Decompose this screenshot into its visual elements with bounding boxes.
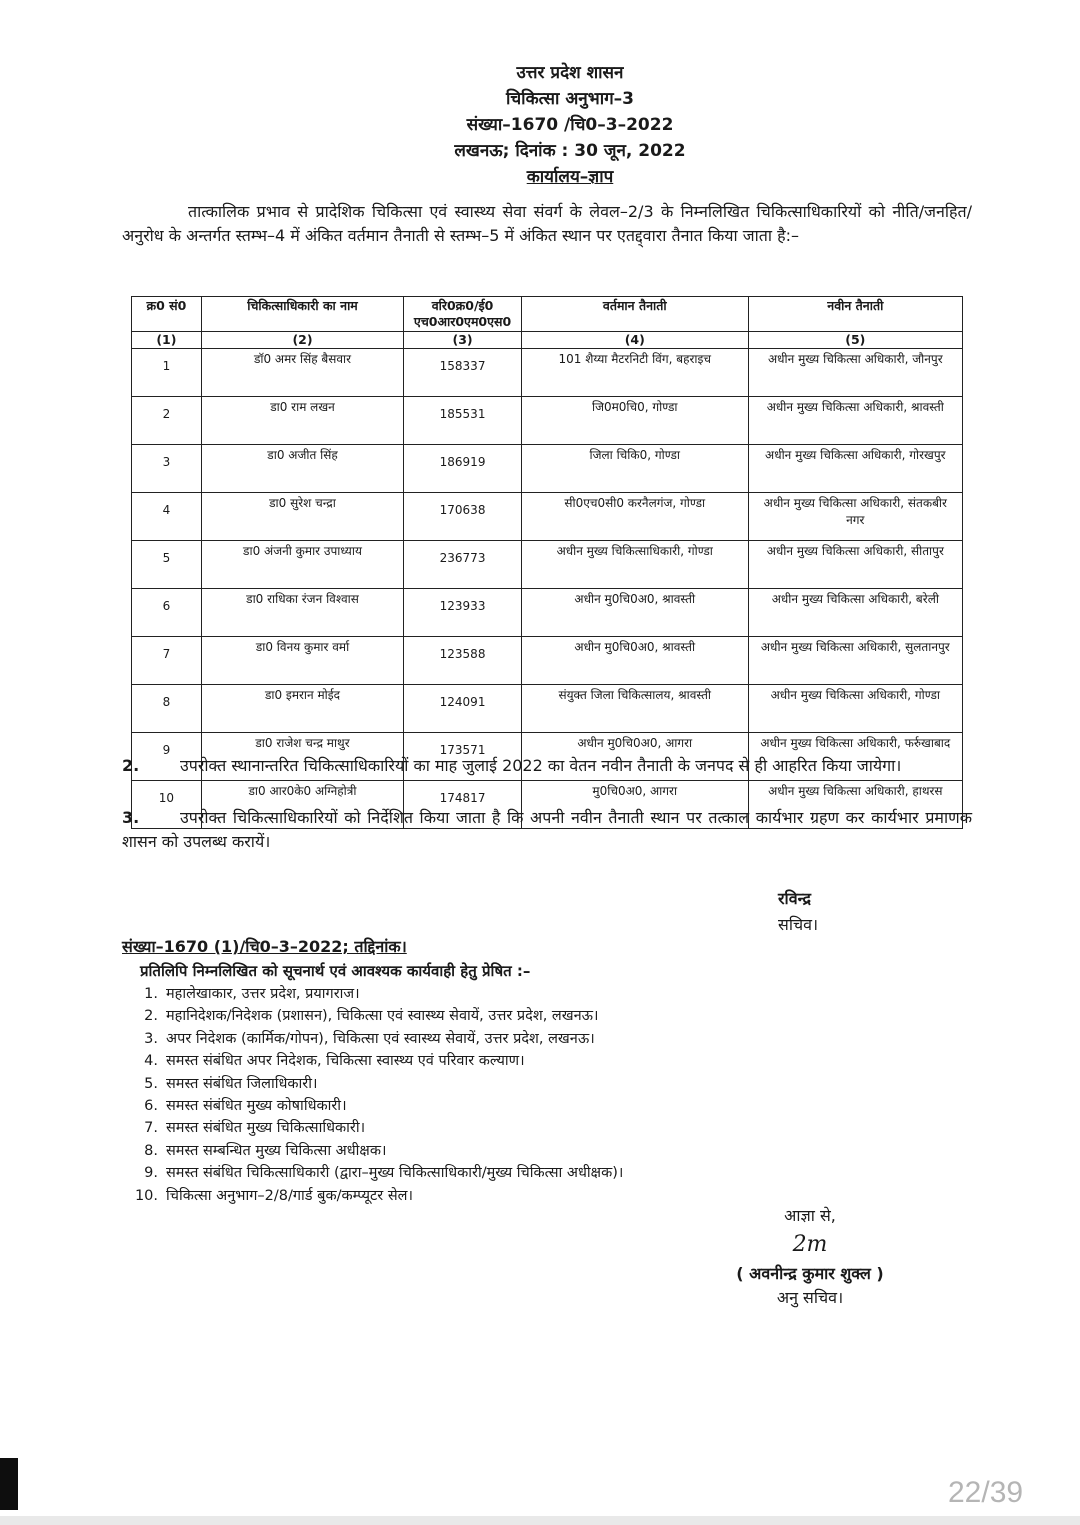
cell-new: अधीन मुख्य चिकित्सा अधिकारी, गोण्डा xyxy=(748,685,962,733)
cell-name: डा0 विनय कुमार वर्मा xyxy=(201,637,403,685)
left-edge-bar xyxy=(0,1458,18,1510)
col-num: (1) xyxy=(132,332,202,349)
signatory-designation: सचिव। xyxy=(778,915,819,934)
cell-name: डा0 आर0के0 अग्निहोत्री xyxy=(201,781,403,829)
cell-new: अधीन मुख्य चिकित्सा अधिकारी, हाथरस xyxy=(748,781,962,829)
cell-name: डा0 राम लखन xyxy=(201,397,403,445)
cell-new: अधीन मुख्य चिकित्सा अधिकारी, जौनपुर xyxy=(748,349,962,397)
cell-sn: 4 xyxy=(132,493,202,541)
section-title: चिकित्सा अनुभाग–3 xyxy=(505,89,634,109)
govt-title: उत्तर प्रदेश शासन xyxy=(516,63,624,83)
signatory-designation: अनु सचिव। xyxy=(776,1288,844,1307)
list-text: चिकित्सा अनुभाग–2/8/गार्ड बुक/कम्प्यूटर सेल। xyxy=(166,1187,413,1204)
cell-name: डा0 अजीत सिंह xyxy=(201,445,403,493)
col-num: (3) xyxy=(404,332,522,349)
cell-name: डा0 राजेश चन्द्र माथुर xyxy=(201,733,403,781)
cell-current: अधीन मु0चि0अ0, श्रावस्ती xyxy=(521,637,748,685)
list-item xyxy=(122,1162,623,1184)
cell-sn: 9 xyxy=(132,733,202,781)
cell-name: डॉ0 अमर सिंह बैसवार xyxy=(201,349,403,397)
cell-sn: 2 xyxy=(132,397,202,445)
header-name: चिकित्साधिकारी का नाम xyxy=(201,297,403,332)
bottom-edge-bar xyxy=(0,1516,1080,1525)
order-date: लखनऊ; दिनांक : 30 जून, 2022 xyxy=(454,141,686,161)
paragraph-number: 3. xyxy=(122,808,140,827)
cell-current: जिला चिकि0, गोण्डा xyxy=(521,445,748,493)
cell-current: अधीन मु0चि0अ0, आगरा xyxy=(521,733,748,781)
list-number: 6. xyxy=(144,1098,158,1115)
list-item xyxy=(122,1117,623,1139)
cell-sn: 6 xyxy=(132,589,202,637)
cell-new: अधीन मुख्य चिकित्सा अधिकारी, गोरखपुर xyxy=(748,445,962,493)
list-number: 5. xyxy=(144,1075,158,1092)
cell-id: 186919 xyxy=(404,445,522,493)
cell-current: मु0चि0अ0, आगरा xyxy=(521,781,748,829)
cell-new: अधीन मुख्य चिकित्सा अधिकारी, सीतापुर xyxy=(748,541,962,589)
list-text: महालेखाकार, उत्तर प्रदेश, प्रयागराज। xyxy=(166,986,360,1002)
page-indicator: 22/39 xyxy=(948,1476,1024,1509)
signature-block-secretary xyxy=(778,886,818,938)
list-text: समस्त संबंधित अपर निदेशक, चिकित्सा स्वास्थ्य एवं परिवार कल्याण। xyxy=(166,1053,525,1070)
cell-new: अधीन मुख्य चिकित्सा अधिकारी, बरेली xyxy=(748,589,962,637)
cell-new: अधीन मुख्य चिकित्सा अधिकारी, श्रावस्ती xyxy=(748,397,962,445)
cell-id: 158337 xyxy=(404,349,522,397)
cell-name: डा0 अंजनी कुमार उपाध्याय xyxy=(201,541,403,589)
cell-current: 101 शैय्या मैटरनिटी विंग, बहराइच xyxy=(521,349,748,397)
memo-title: कार्यालय–ज्ञाप xyxy=(526,167,614,187)
list-text: महानिदेशक/निदेशक (प्रशासन), चिकित्सा एवं स्वास्थ्य सेवायें, उत्तर प्रदेश, लखनऊ। xyxy=(166,1008,599,1025)
list-number: 2. xyxy=(144,1008,158,1025)
cell-current: जि0म0चि0, गोण्डा xyxy=(521,397,748,445)
paragraph-2 xyxy=(122,754,972,778)
table-row xyxy=(132,685,963,733)
header-new: नवीन तैनाती xyxy=(748,297,962,332)
list-item xyxy=(122,1095,623,1117)
cell-new: अधीन मुख्य चिकित्सा अधिकारी, फर्रुखाबाद xyxy=(748,733,962,781)
cell-id: 124091 xyxy=(404,685,522,733)
cell-new: अधीन मुख्य चिकित्सा अधिकारी, संतकबीर नगर xyxy=(748,493,962,541)
cell-id: 174817 xyxy=(404,781,522,829)
table-row xyxy=(132,349,963,397)
cell-current: सी0एच0सी0 करनैलगंज, गोण्डा xyxy=(521,493,748,541)
reference-number: संख्या–1670 (1)/चि0–3–2022; तद्दिनांक। xyxy=(122,937,407,956)
cell-name: डा0 राधिका रंजन विश्वास xyxy=(201,589,403,637)
list-number: 9. xyxy=(144,1165,158,1182)
cell-sn: 10 xyxy=(132,781,202,829)
signatory-name: रविन्द्र xyxy=(778,889,812,908)
copy-list xyxy=(122,983,623,1207)
document-header xyxy=(0,60,1080,190)
list-text: समस्त सम्बन्धित मुख्य चिकित्सा अधीक्षक। xyxy=(166,1142,387,1159)
paragraph-number: 2. xyxy=(122,756,140,775)
cell-sn: 7 xyxy=(132,637,202,685)
list-item xyxy=(122,1050,623,1072)
cell-id: 123588 xyxy=(404,637,522,685)
cell-current: अधीन मुख्य चिकित्साधिकारी, गोण्डा xyxy=(521,541,748,589)
paragraph-text: उपरोक्त चिकित्साधिकारियों को निर्देशित किया जाता है कि अपनी नवीन तैनाती स्थान पर तत्काल कार्यभार ग्रहण कर कार्यभार प्रमाणक शासन को उपलब्ध करायें। xyxy=(122,808,972,851)
list-number: 1. xyxy=(144,986,158,1002)
list-text: समस्त संबंधित मुख्य चिकित्साधिकारी। xyxy=(166,1120,366,1137)
list-number: 10. xyxy=(134,1187,158,1204)
cell-sn: 1 xyxy=(132,349,202,397)
list-item xyxy=(122,1073,623,1095)
cell-sn: 5 xyxy=(132,541,202,589)
header-current: वर्तमान तैनाती xyxy=(521,297,748,332)
column-number-row xyxy=(132,332,963,349)
list-number: 3. xyxy=(144,1030,158,1047)
posting-table xyxy=(131,296,963,829)
signature-block-under-secretary xyxy=(700,1204,920,1310)
by-order-text: आज्ञा से, xyxy=(784,1206,836,1225)
paragraph-3 xyxy=(122,806,972,854)
header-sn: क्र0 सं0 xyxy=(132,297,202,332)
cell-id: 185531 xyxy=(404,397,522,445)
table-row xyxy=(132,493,963,541)
col-num: (2) xyxy=(201,332,403,349)
copy-heading: प्रतिलिपि निम्नलिखित को सूचनार्थ एवं आवश्यक कार्यवाही हेतु प्रेषित :– xyxy=(140,962,531,980)
list-text: समस्त संबंधित मुख्य कोषाधिकारी। xyxy=(166,1098,347,1115)
list-number: 4. xyxy=(144,1053,158,1070)
cell-id: 123933 xyxy=(404,589,522,637)
table-row xyxy=(132,397,963,445)
cell-name: डा0 सुरेश चन्द्रा xyxy=(201,493,403,541)
list-item xyxy=(122,1185,623,1207)
cell-current: संयुक्त जिला चिकित्सालय, श्रावस्ती xyxy=(521,685,748,733)
col-num: (5) xyxy=(748,332,962,349)
col-num: (4) xyxy=(521,332,748,349)
cell-id: 236773 xyxy=(404,541,522,589)
paragraph-text: उपरोक्त स्थानान्तरित चिकित्साधिकारियों का माह जुलाई 2022 का वेतन नवीन तैनाती के जनपद से ही आहरित किया जायेगा। xyxy=(180,756,902,775)
order-number: संख्या–1670 /चि0–3–2022 xyxy=(466,115,674,135)
cell-id: 173571 xyxy=(404,733,522,781)
list-text: अपर निदेशक (कार्मिक/गोपन), चिकित्सा एवं स्वास्थ्य सेवायें, उत्तर प्रदेश, लखनऊ। xyxy=(166,1030,595,1047)
table-row xyxy=(132,637,963,685)
table-header-row xyxy=(132,297,963,332)
list-number: 7. xyxy=(144,1120,158,1137)
list-text: समस्त संबंधित चिकित्साधिकारी (द्वारा–मुख्य चिकित्साधिकारी/मुख्य चिकित्सा अधीक्षक)। xyxy=(166,1165,624,1182)
cell-current: अधीन मु0चि0अ0, श्रावस्ती xyxy=(521,589,748,637)
list-text: समस्त संबंधित जिलाधिकारी। xyxy=(166,1075,318,1092)
cell-sn: 3 xyxy=(132,445,202,493)
table-row xyxy=(132,541,963,589)
cell-id: 170638 xyxy=(404,493,522,541)
table-row xyxy=(132,589,963,637)
list-item xyxy=(122,1028,623,1050)
header-id: वरि0क्र0/ई0 एच0आर0एम0एस0 xyxy=(404,297,522,332)
list-number: 8. xyxy=(144,1142,158,1159)
cell-name: डा0 इमरान मोईद xyxy=(201,685,403,733)
table-row xyxy=(132,445,963,493)
list-item xyxy=(122,983,623,1005)
signatory-name: ( अवनीन्द्र कुमार शुक्ल ) xyxy=(736,1264,884,1283)
handwritten-signature: 2m xyxy=(792,1232,828,1257)
intro-paragraph: तात्कालिक प्रभाव से प्रादेशिक चिकित्सा एवं स्वास्थ्य सेवा संवर्ग के लेवल–2/3 के निम्नलिखित चिकित्साधिकारियों को नीति/जनहित/अनुरोध के अन्तर्गत स्तम्भ–4 में अंकित वर्तमान तैनाती से स्तम्भ–5 में अंकित स्थान पर एतद्द्वारा तैनात किया जाता है:– xyxy=(122,202,972,245)
list-item xyxy=(122,1005,623,1027)
list-item xyxy=(122,1140,623,1162)
cell-sn: 8 xyxy=(132,685,202,733)
cell-new: अधीन मुख्य चिकित्सा अधिकारी, सुलतानपुर xyxy=(748,637,962,685)
